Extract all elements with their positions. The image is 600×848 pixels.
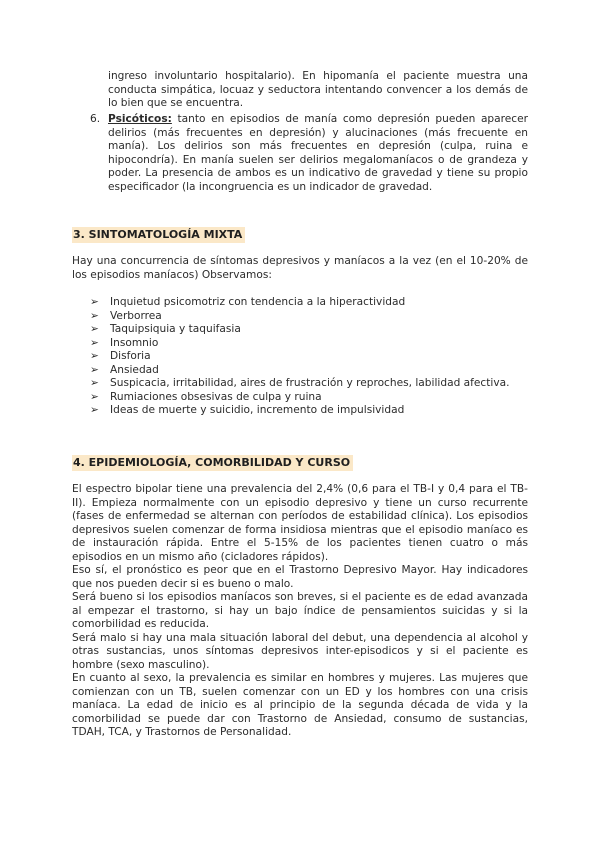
list-item: ➢ Taquipsiquia y taquifasia: [90, 323, 241, 335]
list-item: ➢ Disforia: [90, 350, 151, 362]
list-item-psicoticos: [90, 113, 528, 194]
section-4-body: [72, 483, 528, 740]
intro-continuation: ingreso involuntario hospitalario). En hipomanía el paciente muestra una conducta simpática, locuaz y seductora intentando convencer a los demás de lo bien que se encuentra.: [108, 70, 528, 109]
arrow-bullet-icon: ➢: [90, 377, 99, 389]
symptom-list: [90, 296, 528, 418]
list-item: ➢ Insomnio: [90, 336, 159, 349]
arrow-bullet-icon: ➢: [90, 309, 99, 322]
section-4-heading: 4. EPIDEMIOLOGÍA, COMORBILIDAD Y CURSO: [72, 455, 353, 471]
section-3-intro: Hay una concurrencia de síntomas depresivos y maníacos a la vez (en el 10-20% de los episodios maníacos) Observamos:: [72, 255, 528, 281]
arrow-bullet-icon: ➢: [90, 336, 99, 349]
arrow-bullet-icon: ➢: [90, 350, 99, 362]
paragraph: En cuanto al sexo, la prevalencia es similar en hombres y mujeres. Las mujeres que comienzan con un TB, suelen comenzar con un ED y los hombres con una crisis maníaca. La edad de inicio es al principio de la segunda década de vida y la comorbilidad se puede dar con Trastorno de Ansiedad, consumo de sustancias, TDAH, TCA, y Trastornos de Personalidad.: [72, 672, 528, 738]
arrow-bullet-icon: ➢: [90, 404, 99, 416]
paragraph: Será bueno si los episodios maníacos son breves, si el paciente es de edad avanzada al empezar el trastorno, si hay un bajo índice de pensamientos suicidas y si la comorbilidad es reducida.: [72, 591, 528, 630]
list-item-text: tanto en episodios de manía como depresión pueden aparecer delirios (más frecuentes en depresión) y alucinaciones (más frecuente en manía). Los delirios son más frecuentes en depresión (culpa, ruina e hipocondría). En manía suelen ser delirios megalomaníacos o de grandeza y poder. La presencia de ambos es un indicativo de gravedad y tiene su propio especificador (la incongruencia es un indicador de gravedad.: [108, 113, 528, 193]
list-item: ➢ Suspicacia, irritabilidad, aires de frustración y reproches, labilidad afectiva.: [90, 377, 510, 389]
list-item: ➢ Ideas de muerte y suicidio, incremento de impulsividad: [90, 404, 405, 416]
list-item: ➢ Inquietud psicomotriz con tendencia a la hiperactividad: [90, 296, 406, 308]
arrow-bullet-icon: ➢: [90, 296, 99, 308]
list-item: ➢ Rumiaciones obsesivas de culpa y ruina: [90, 390, 322, 403]
list-item: ➢ Ansiedad: [90, 363, 159, 376]
list-item-term: Psicóticos:: [108, 113, 172, 125]
arrow-bullet-icon: ➢: [90, 323, 99, 335]
paragraph: Será malo si hay una mala situación laboral del debut, una dependencia al alcohol y otras sustancias, unos síntomas depresivos inter-episodicos y si el paciente es hombre (sexo masculino).: [72, 631, 528, 671]
arrow-bullet-icon: ➢: [90, 363, 99, 376]
paragraph: El espectro bipolar tiene una prevalencia del 2,4% (0,6 para el TB-I y 0,4 para el TB-II). Empieza normalmente con un episodio depresivo y tiene un curso recurrente (fases de enfermedad se alternan con períodos de estabilidad clínica). Los episodios depresivos suelen comenzar de forma insidiosa mientras que el episodio maníaco es de instauración rápida. Entre el 5-15% de los pacientes tienen cuatro o más episodios en un mismo año (cicladores rápidos).: [72, 483, 528, 563]
list-item: ➢ Verborrea: [90, 309, 162, 322]
arrow-bullet-icon: ➢: [90, 390, 99, 403]
list-item-number: 6.: [90, 113, 101, 125]
paragraph: Eso sí, el pronóstico es peor que en el Trastorno Depresivo Mayor. Hay indicadores que nos pueden decir si es bueno o malo.: [72, 564, 528, 590]
section-3-heading: 3. SINTOMATOLOGÍA MIXTA: [72, 227, 245, 243]
